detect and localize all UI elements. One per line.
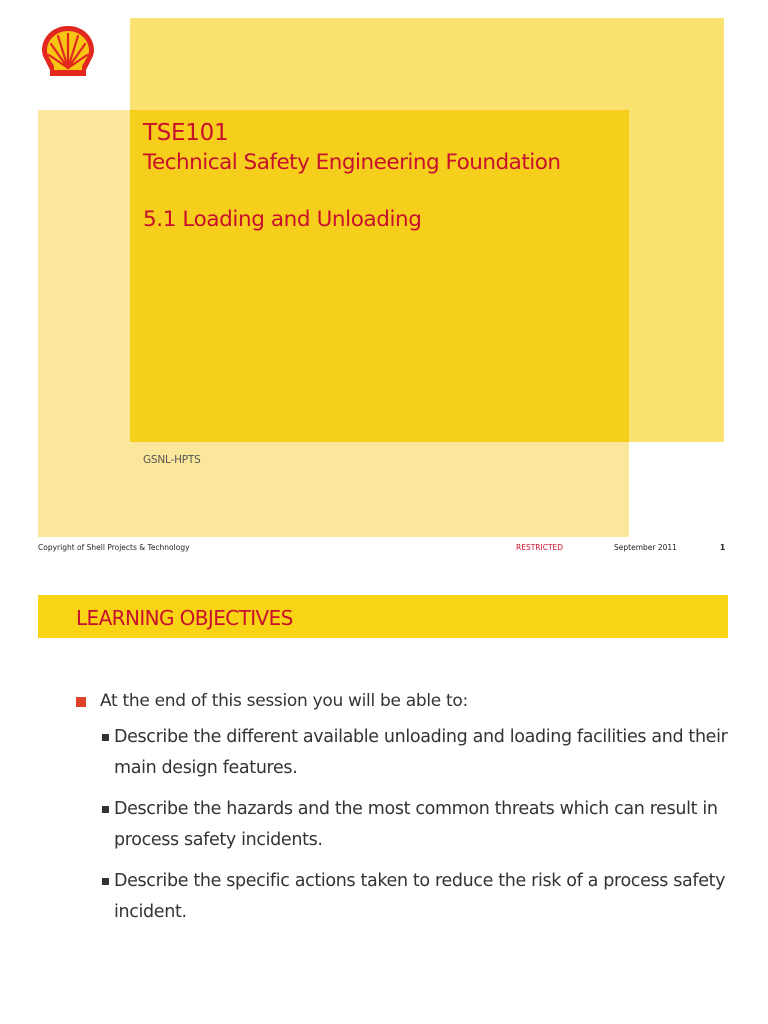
- square-bullet-icon: [102, 878, 109, 885]
- intro-text: At the end of this session you will be able to:: [100, 691, 468, 711]
- objective-text: Describe the different available unloading and loading facilities and their main design features.: [114, 727, 728, 778]
- objective-sublist: [76, 722, 736, 928]
- org-label: GSNL-HPTS: [143, 454, 201, 466]
- objective-item: [100, 722, 736, 784]
- footer-date: September 2011: [614, 543, 677, 552]
- footer-page-number: 1: [720, 543, 726, 552]
- heading-bar: [38, 595, 728, 638]
- square-bullet-icon: [102, 734, 109, 741]
- footer-classification: RESTRICTED: [516, 543, 564, 552]
- objective-text: Describe the hazards and the most common threats which can result in process safety incidents.: [114, 799, 718, 850]
- objective-item: [100, 866, 736, 928]
- footer-copyright: Copyright of Shell Projects & Technology: [38, 543, 190, 552]
- course-code: TSE101: [143, 120, 229, 146]
- objective-item: [100, 794, 736, 856]
- course-name: Technical Safety Engineering Foundation: [143, 150, 561, 175]
- objective-text: Describe the specific actions taken to reduce the risk of a process safety incident.: [114, 871, 726, 922]
- title-block: [143, 118, 623, 234]
- objectives-slide: [0, 575, 768, 1024]
- shell-pecten-logo-icon: [38, 22, 98, 82]
- intro-bullet: [76, 688, 736, 714]
- session-title: 5.1 Loading and Unloading: [143, 207, 422, 232]
- objectives-list: [76, 688, 736, 938]
- square-bullet-icon: [76, 697, 86, 707]
- square-bullet-icon: [102, 806, 109, 813]
- slide-heading: LEARNING OBJECTIVES: [76, 606, 293, 630]
